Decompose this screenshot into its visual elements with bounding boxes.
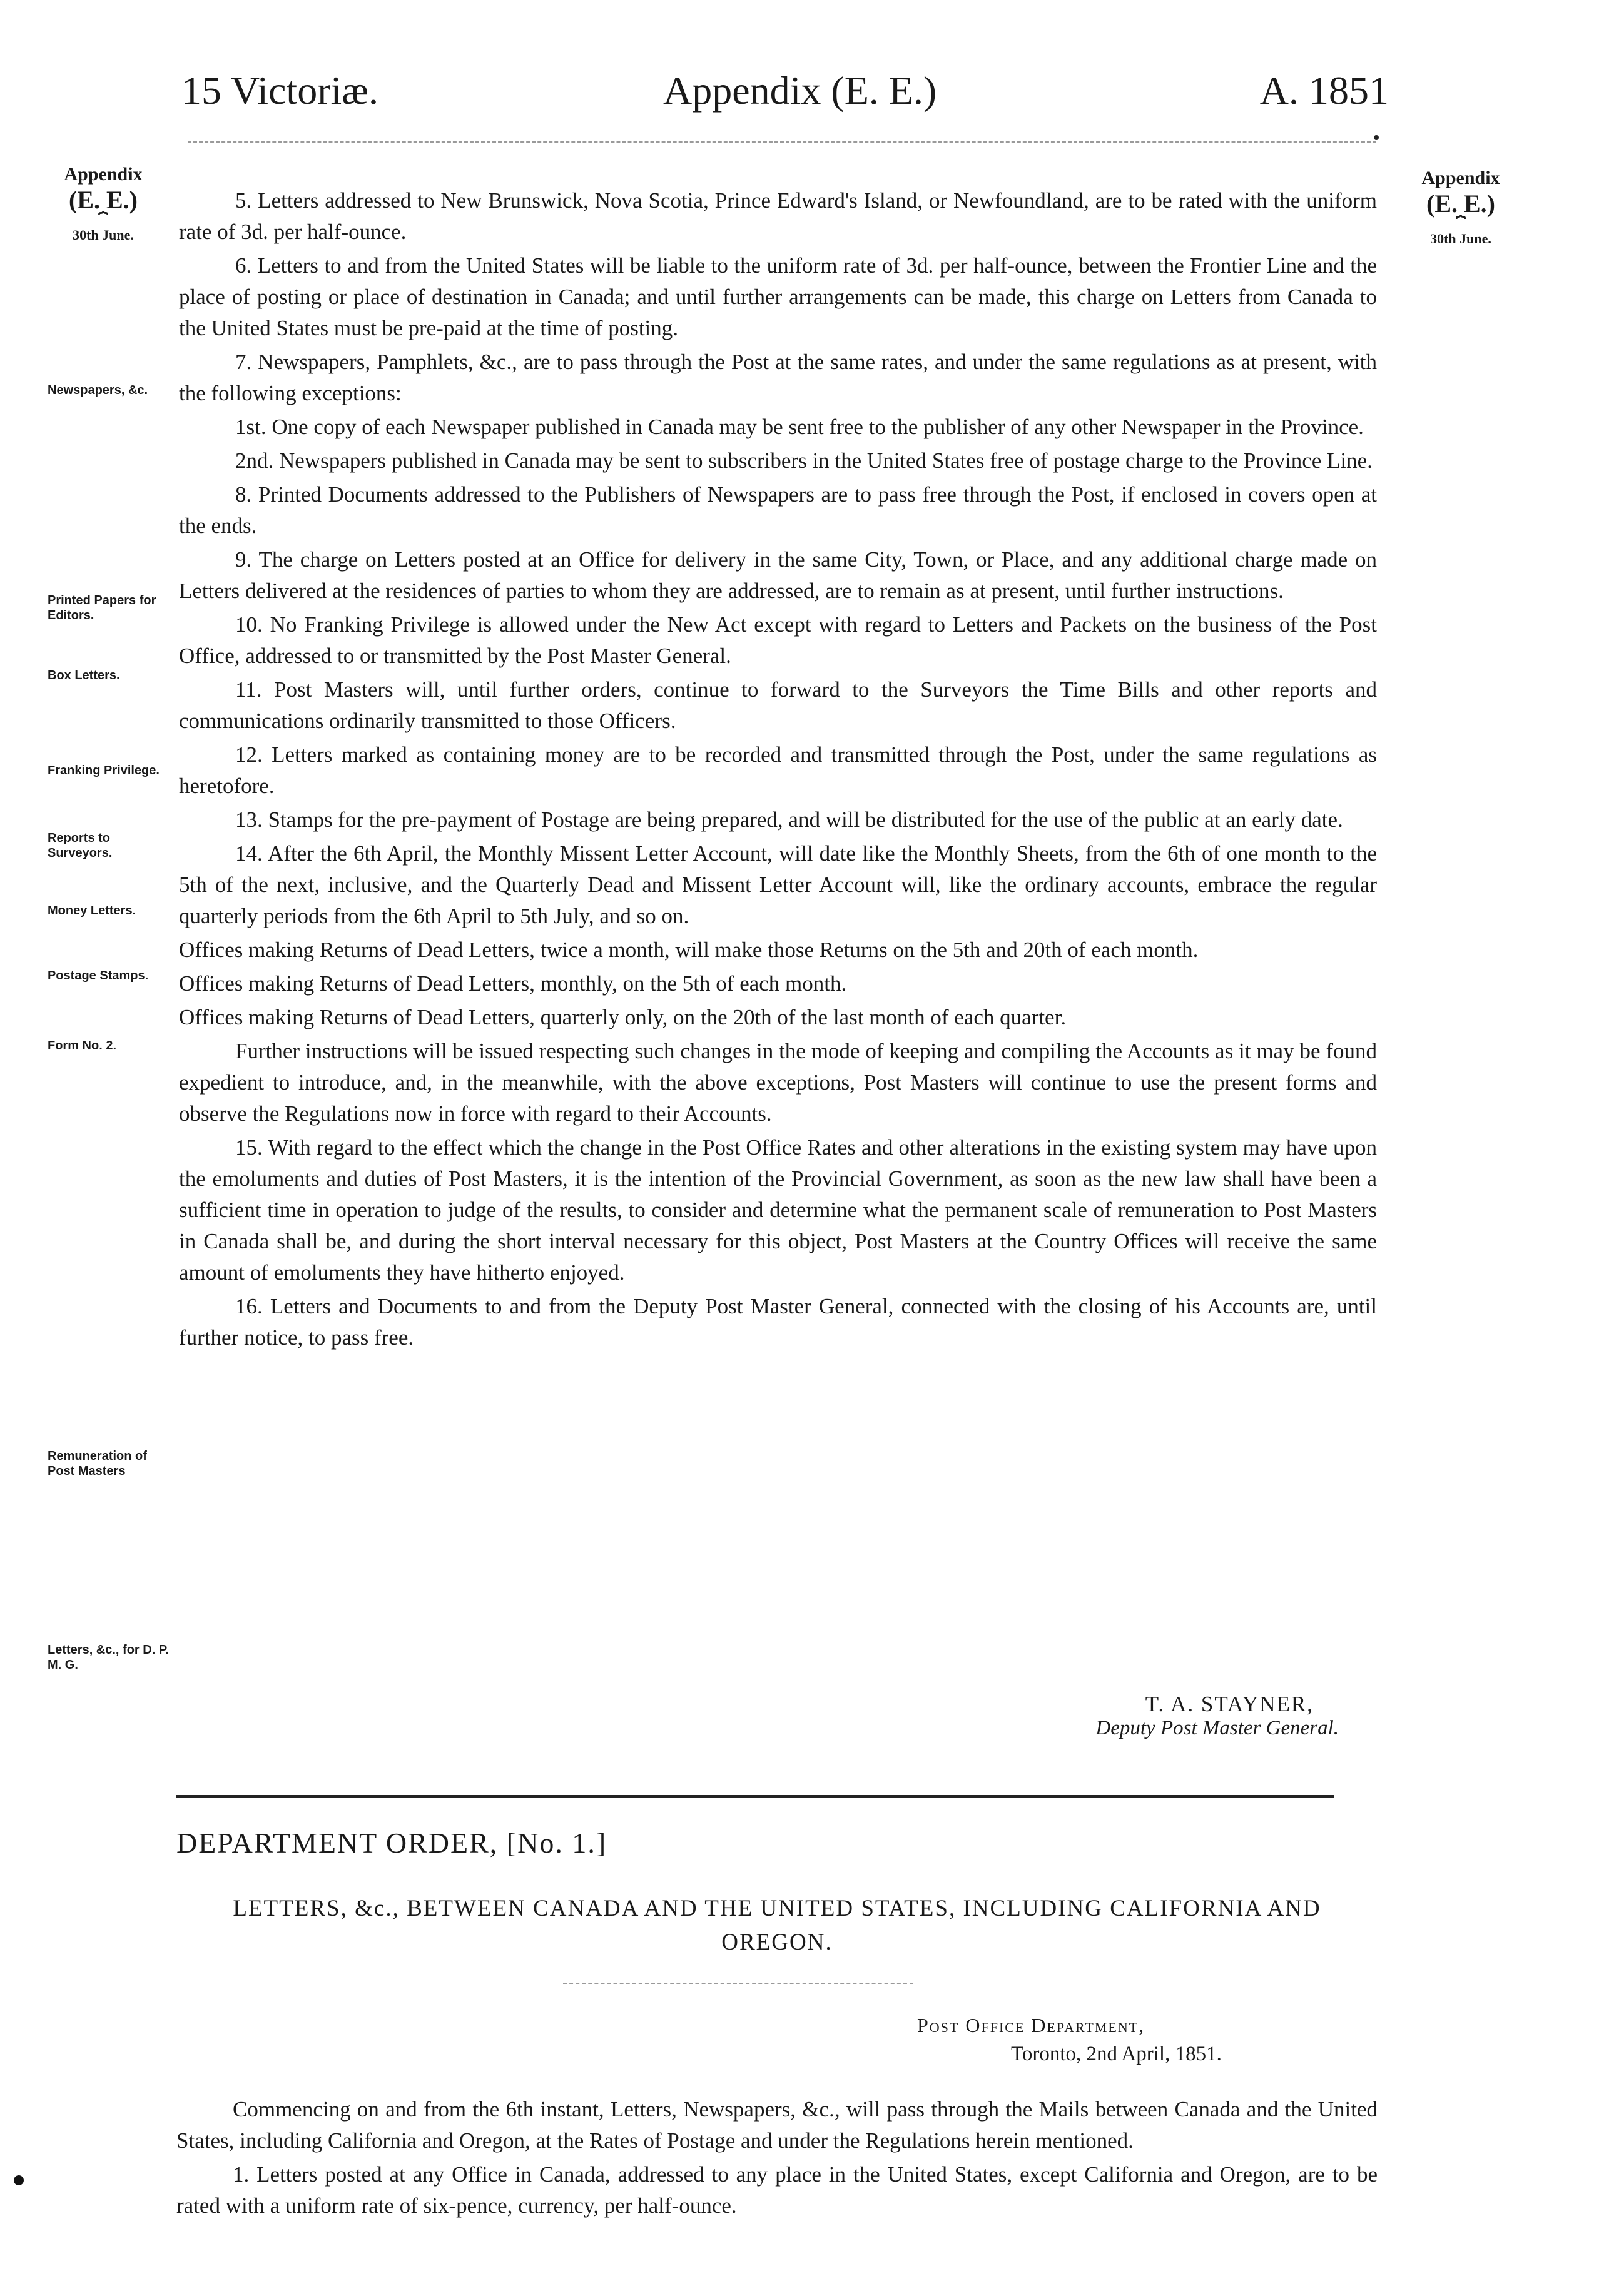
margin-note-newspapers: Newspapers, &c. bbox=[48, 383, 148, 397]
paragraph-7: 7. Newspapers, Pamphlets, &c., are to pass through the Post at the same rates, and under the same regulations as at present, with the following exceptions: bbox=[179, 350, 1377, 405]
paragraph-14-quarterly: Offices making Returns of Dead Letters, quarterly only, on the 20th of the last month of each quarter. bbox=[179, 1005, 1067, 1029]
order-paragraph-1: 1. Letters posted at any Office in Canada, addressed to any place in the United States, except California and Oregon, are to be rated with a uniform rate of six-pence, currency, per half-ounce. bbox=[176, 2162, 1378, 2218]
signature-name: T. A. STAYNER, bbox=[1145, 1692, 1314, 1716]
paragraph-8: 8. Printed Documents addressed to the Publishers of Newspapers are to pass free through the Post, if enclosed in covers open at the ends. bbox=[179, 482, 1377, 538]
paragraph-16: 16. Letters and Documents to and from the Deputy Post Master General, connected with the closing of his Accounts are, until further notice, to pass free. bbox=[179, 1294, 1377, 1350]
paragraph-14-twice-monthly: Offices making Returns of Dead Letters, twice a month, will make those Returns on the 5th and 20th of each month. bbox=[179, 938, 1199, 962]
signature-title: Deputy Post Master General. bbox=[1095, 1717, 1339, 1739]
header-divider bbox=[188, 141, 1376, 143]
page-header bbox=[181, 68, 1389, 124]
side-label-left-line1: Appendix bbox=[64, 164, 143, 185]
order-title: DEPARTMENT ORDER, [No. 1.] bbox=[176, 1827, 607, 1859]
margin-note-postage-stamps: Postage Stamps. bbox=[48, 969, 149, 983]
margin-note-letters-dpmg: Letters, &c., for D. P. M. G. bbox=[48, 1643, 170, 1672]
header-year: A. 1851 bbox=[1259, 68, 1389, 113]
paragraph-11: 11. Post Masters will, until further orders, continue to forward to the Surveyors the Time Bills and other reports and communications ordinarily transmitted to those Officers. bbox=[179, 677, 1377, 733]
margin-dot bbox=[14, 2175, 24, 2185]
paragraph-5: 5. Letters addressed to New Brunswick, Nova Scotia, Prince Edward's Island, or Newfoundland, are to be rated with the uniform rate of 3d. per half-ounce. bbox=[179, 188, 1377, 244]
side-label-right-line2: (E. E.) bbox=[1426, 190, 1495, 218]
paragraph-13: 13. Stamps for the pre-payment of Postage are being prepared, and will be distributed for the use of the public at an early date. bbox=[235, 807, 1343, 832]
paragraph-9: 9. The charge on Letters posted at an Office for delivery in the same City, Town, or Place, and any additional charge made on Letters delivered at the residences of parties to whom they are addressed, are to remain as at present, until further instructions. bbox=[179, 547, 1377, 603]
main-text bbox=[179, 185, 1377, 1356]
signature-block bbox=[988, 1692, 1339, 1740]
brace-icon: ⏞ bbox=[98, 211, 108, 230]
header-dot bbox=[1374, 135, 1379, 140]
office-date: Toronto, 2nd April, 1851. bbox=[1011, 2043, 1222, 2065]
order-paragraph-intro: Commencing on and from the 6th instant, Letters, Newspapers, &c., will pass through the Mails between Canada and the United States, including California and Oregon, at the Rates of Postage and under the Regulations herein mentioned. bbox=[176, 2097, 1378, 2153]
brace-icon: ⏞ bbox=[1456, 215, 1466, 233]
side-label-right bbox=[1401, 168, 1520, 247]
header-session: 15 Victoriæ. bbox=[181, 68, 378, 113]
paragraph-7-first: 1st. One copy of each Newspaper published in Canada may be sent free to the publisher of any other Newspaper in the Province. bbox=[235, 415, 1364, 439]
order-heading: LETTERS, &c., BETWEEN CANADA AND THE UNITED STATES, INCLUDING CALIFORNIA AND OREGON. bbox=[233, 1896, 1321, 1955]
order-body bbox=[176, 2094, 1378, 2224]
paragraph-6: 6. Letters to and from the United States will be liable to the uniform rate of 3d. per half-ounce, between the Frontier Line and the place of posting or place of destination in Canada; and until further arrangements can be made, this charge on Letters from Canada to the United States must be pre-paid at the time of posting. bbox=[179, 253, 1377, 340]
side-label-left bbox=[44, 164, 163, 243]
paragraph-further-instructions: Further instructions will be issued respecting such changes in the mode of keeping and compiling the Accounts as it may be found expedient to introduce, and, in the meanwhile, with the above exceptions, Post Masters will continue to use the present forms and observe the Regulations now in force with regard to their Accounts. bbox=[179, 1039, 1377, 1126]
paragraph-10: 10. No Franking Privilege is allowed under the New Act except with regard to Letters and Packets on the business of the Post Office, addressed to or transmitted by the Post Master General. bbox=[179, 612, 1377, 668]
paragraph-15: 15. With regard to the effect which the change in the Post Office Rates and other alterations in the existing system may have upon the emoluments and duties of Post Masters, it is the intention of the Provincial Government, as soon as the new law shall have been a sufficient time in operation to judge of the results, to consider and determine what the permanent scale of remuneration to Post Masters in Canada shall be, and during the short interval necessary for this object, Post Masters at the Country Offices will receive the same amount of emoluments they have hitherto enjoyed. bbox=[179, 1135, 1377, 1285]
margin-note-printed-papers: Printed Papers for Editors. bbox=[48, 594, 156, 622]
paragraph-7-second: 2nd. Newspapers published in Canada may be sent to subscribers in the United States free of postage charge to the Province Line. bbox=[235, 448, 1373, 473]
header-appendix: Appendix (E. E.) bbox=[663, 68, 937, 113]
margin-note-form-no-2: Form No. 2. bbox=[48, 1039, 117, 1053]
paragraph-14-monthly: Offices making Returns of Dead Letters, monthly, on the 5th of each month. bbox=[179, 971, 847, 996]
margin-note-box-letters: Box Letters. bbox=[48, 669, 120, 682]
side-label-right-line3: 30th June. bbox=[1430, 231, 1491, 246]
paragraph-14: 14. After the 6th April, the Monthly Missent Letter Account, will date like the Monthly Sheets, from the 6th of one month to the 5th of the next, inclusive, and the Quarterly Dead and Missent Letter Account will, like the ordinary accounts, embrace the regular quarterly periods from the 6th April to 5th July, and so on. bbox=[179, 841, 1377, 928]
side-label-left-line3: 30th June. bbox=[73, 227, 134, 243]
margin-note-money-letters: Money Letters. bbox=[48, 904, 136, 918]
section-divider bbox=[176, 1795, 1334, 1798]
margin-note-franking: Franking Privilege. bbox=[48, 764, 160, 777]
side-label-right-line1: Appendix bbox=[1421, 168, 1500, 188]
order-divider bbox=[563, 1983, 913, 1984]
margin-note-reports: Reports to Surveyors. bbox=[48, 831, 113, 860]
margin-note-remuneration: Remuneration of Post Masters bbox=[48, 1449, 147, 1478]
side-label-left-line2: (E. E.) bbox=[69, 186, 138, 214]
office-department: Post Office Department, bbox=[917, 2014, 1145, 2036]
paragraph-12: 12. Letters marked as containing money are to be recorded and transmitted through the Post, under the same regulations as heretofore. bbox=[179, 742, 1377, 798]
